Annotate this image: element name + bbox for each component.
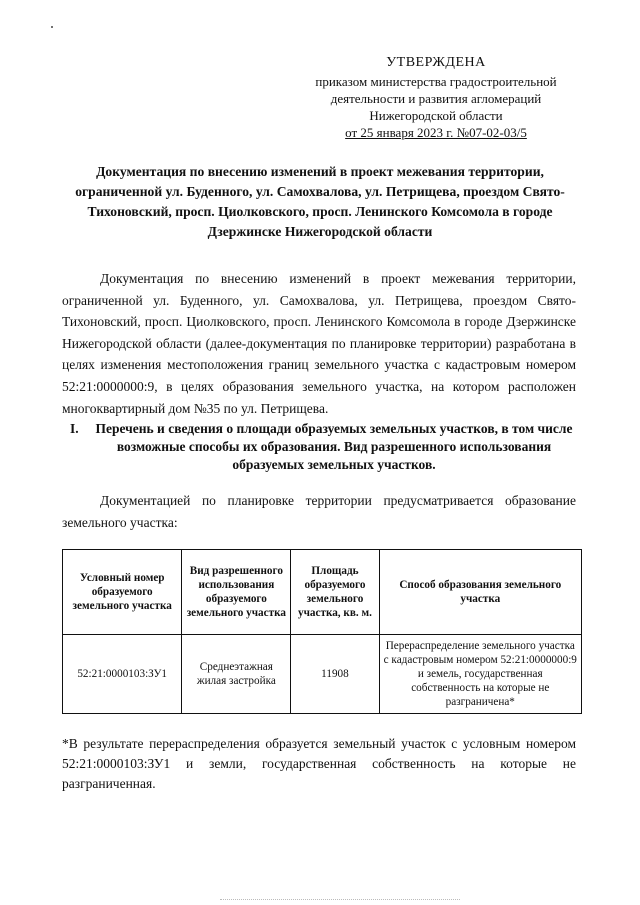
approval-stamp [296,54,576,141]
cell-permitted-use: Среднеэтажная жилая застройка [182,635,291,714]
plan-paragraph: Документацией по планировке территории предусматривается образование земельного участка: [62,493,576,530]
header-plot-number: Условный номер образуемого земельного участка [63,550,182,635]
approval-line-3: Нижегородской области [369,108,503,123]
footnote: *В результате перераспределения образуется земельный участок с условным номером 52:21:0000103:ЗУ1 и земли, государственная собственность на которые не разграниченная. [62,736,576,791]
table-header-row [63,550,582,635]
document-title: Документация по внесению изменений в проект межевания территории, ограниченной ул. Буденного, ул. Самохвалова, ул. Петрищева, проездом Свято-Тихоновский, просп. Циолковского, просп. Ленинского Комсомола в городе Дзержинске Нижегородской области [75,164,565,239]
approval-line-2: деятельности и развития агломераций [330,91,542,106]
approval-order-date: от 25 января 2023 г. №07-02-03/5 [345,125,527,140]
section-number: I. [70,421,79,436]
table-row [63,635,582,714]
section-title: Перечень и сведения о площади образуемых земельных участков, в том числе возможные способы их образования. Вид разрешенного использования образуемых земельных участков. [95,421,573,472]
scan-edge-marks [220,899,460,902]
scan-speck [51,26,53,28]
approval-line-1: приказом министерства градостроительной [315,74,557,89]
header-permitted-use: Вид разрешенного использования образуемого земельного участка [182,550,291,635]
header-area: Площадь образуемого земельного участка, кв. м. [291,550,379,635]
cell-plot-number: 52:21:0000103:ЗУ1 [63,635,182,714]
section-heading [70,420,580,474]
cell-formation-method: Перераспределение земельного участка с кадастровым номером 52:21:0000000:9 и земель, государственная собственность на которые не разграничена* [379,635,581,714]
header-formation-method: Способ образования земельного участка [379,550,581,635]
intro-paragraph: Документация по внесению изменений в проект межевания территории, ограниченной ул. Буденного, ул. Самохвалова, ул. Петрищева, проездом Свято-Тихоновский, просп. Циолковского, просп. Ленинского Комсомола в городе Дзержинске Нижегородской области (далее-документация по планировке территории) разработана в целях изменения местоположения границ земельного участка с кадастровым номером 52:21:0000000:9, в целях образования земельного участка, на котором расположен многоквартирный дом №35 по ул. Петрищева. [62,271,576,416]
cell-area: 11908 [291,635,379,714]
approval-heading: УТВЕРЖДЕНА [386,55,486,70]
land-plot-table [62,549,582,714]
